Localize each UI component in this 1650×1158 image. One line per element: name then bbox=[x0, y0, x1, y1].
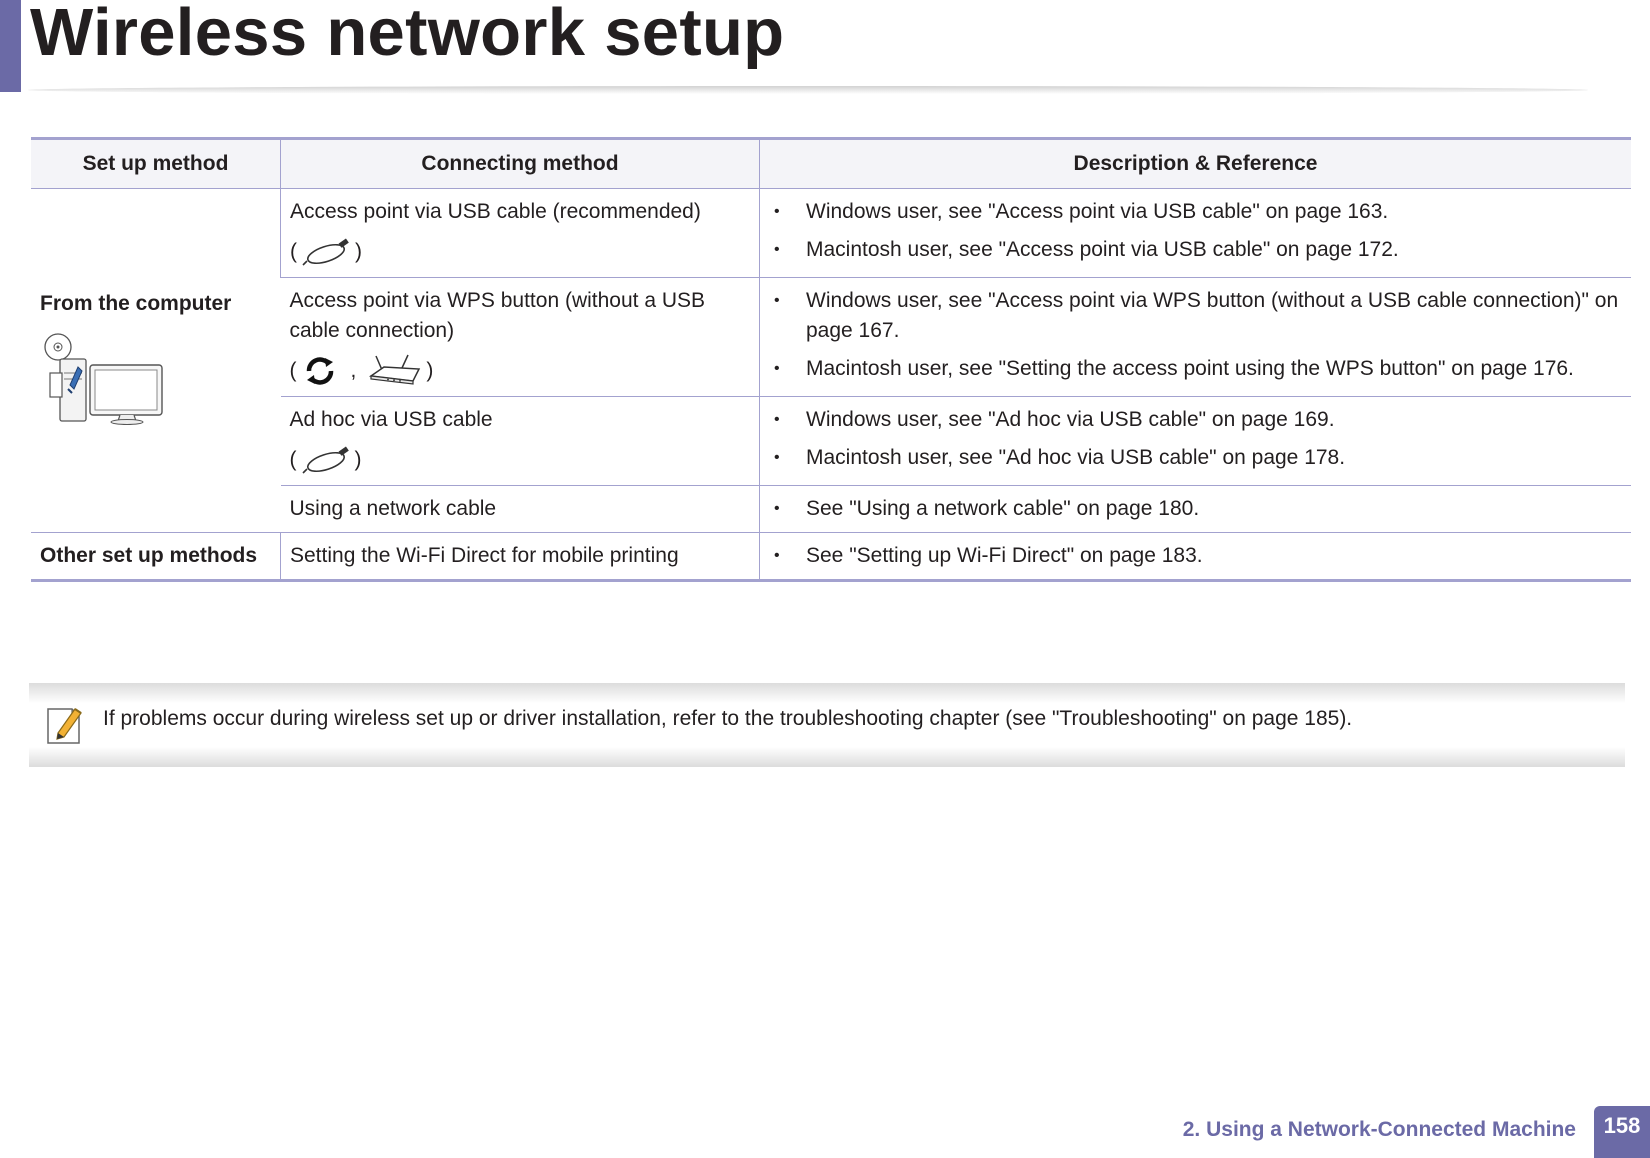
setup-methods-table bbox=[31, 137, 1631, 582]
reference-item: • Windows user, see "Ad hoc via USB cable" on page 169. bbox=[769, 405, 1622, 435]
reference-item: • Windows user, see "Access point via WPS button (without a USB cable connection)" on page 167. bbox=[769, 286, 1622, 346]
computer-with-cd-icon bbox=[42, 333, 166, 425]
icon-separator: , bbox=[350, 359, 357, 382]
setup-method-cell: Other set up methods bbox=[31, 533, 281, 581]
description-cell bbox=[760, 486, 1632, 533]
reference-list bbox=[769, 494, 1622, 524]
description-cell bbox=[760, 278, 1632, 397]
reference-list bbox=[769, 286, 1622, 384]
description-cell bbox=[760, 533, 1632, 581]
icon-close-paren: ) bbox=[355, 240, 362, 263]
note-box bbox=[29, 683, 1625, 767]
setup-method-label: From the computer bbox=[40, 291, 232, 315]
table-row bbox=[31, 533, 1631, 581]
method-icons bbox=[290, 354, 751, 388]
usb-cable-icon bbox=[301, 445, 351, 475]
reference-item: • Macintosh user, see "Setting the access point using the WPS button" on page 176. bbox=[769, 354, 1622, 384]
connecting-method-cell bbox=[281, 397, 760, 486]
wps-icon bbox=[301, 355, 339, 387]
connecting-method-cell: Setting the Wi-Fi Direct for mobile printing bbox=[281, 533, 760, 581]
note-text: If problems occur during wireless set up or driver installation, refer to the troubleshooting chapter (see "Troubleshooting" on page 185). bbox=[103, 707, 1353, 730]
connecting-method-label: Ad hoc via USB cable bbox=[289, 408, 493, 431]
pencil-note-icon bbox=[45, 703, 85, 747]
accent-side-bar bbox=[0, 0, 21, 92]
column-header-connecting-method: Connecting method bbox=[281, 139, 760, 189]
reference-item: • See "Using a network cable" on page 180. bbox=[769, 494, 1622, 524]
title-underline bbox=[28, 86, 1588, 94]
footer-chapter: 2. Using a Network-Connected Machine bbox=[1182, 1118, 1576, 1141]
reference-item: • See "Setting up Wi-Fi Direct" on page 183. bbox=[769, 541, 1622, 571]
icon-open-paren: ( bbox=[289, 448, 297, 471]
reference-item: • Macintosh user, see "Access point via USB cable" on page 172. bbox=[769, 235, 1622, 265]
access-point-icon bbox=[368, 354, 422, 388]
connecting-method-label: Access point via USB cable (recommended) bbox=[290, 200, 701, 223]
reference-item: • Macintosh user, see "Ad hoc via USB cable" on page 178. bbox=[769, 443, 1622, 473]
usb-cable-icon bbox=[301, 237, 351, 267]
column-header-setup-method: Set up method bbox=[31, 139, 281, 189]
method-icons bbox=[290, 443, 751, 477]
table-row bbox=[31, 189, 1631, 278]
description-cell bbox=[760, 189, 1632, 278]
icon-open-paren: ( bbox=[289, 359, 297, 382]
setup-method-cell bbox=[31, 189, 281, 533]
connecting-method-cell bbox=[281, 278, 760, 397]
page-number-badge: 158 bbox=[1594, 1106, 1650, 1158]
reference-list bbox=[769, 197, 1622, 265]
connecting-method-cell: Using a network cable bbox=[281, 486, 760, 533]
icon-open-paren: ( bbox=[290, 240, 297, 263]
reference-list bbox=[769, 405, 1622, 473]
page-title: Wireless network setup bbox=[30, 0, 785, 70]
reference-item: • Windows user, see "Access point via USB cable" on page 163. bbox=[769, 197, 1622, 227]
method-icons bbox=[290, 235, 750, 269]
icon-close-paren: ) bbox=[354, 448, 362, 471]
column-header-description: Description & Reference bbox=[760, 139, 1632, 189]
reference-list bbox=[769, 541, 1622, 571]
connecting-method-cell bbox=[281, 189, 760, 278]
description-cell bbox=[760, 397, 1632, 486]
icon-close-paren: ) bbox=[426, 359, 434, 382]
connecting-method-label: Access point via WPS button (without a USB cable connection) bbox=[289, 289, 706, 342]
table-header-row bbox=[31, 139, 1631, 189]
